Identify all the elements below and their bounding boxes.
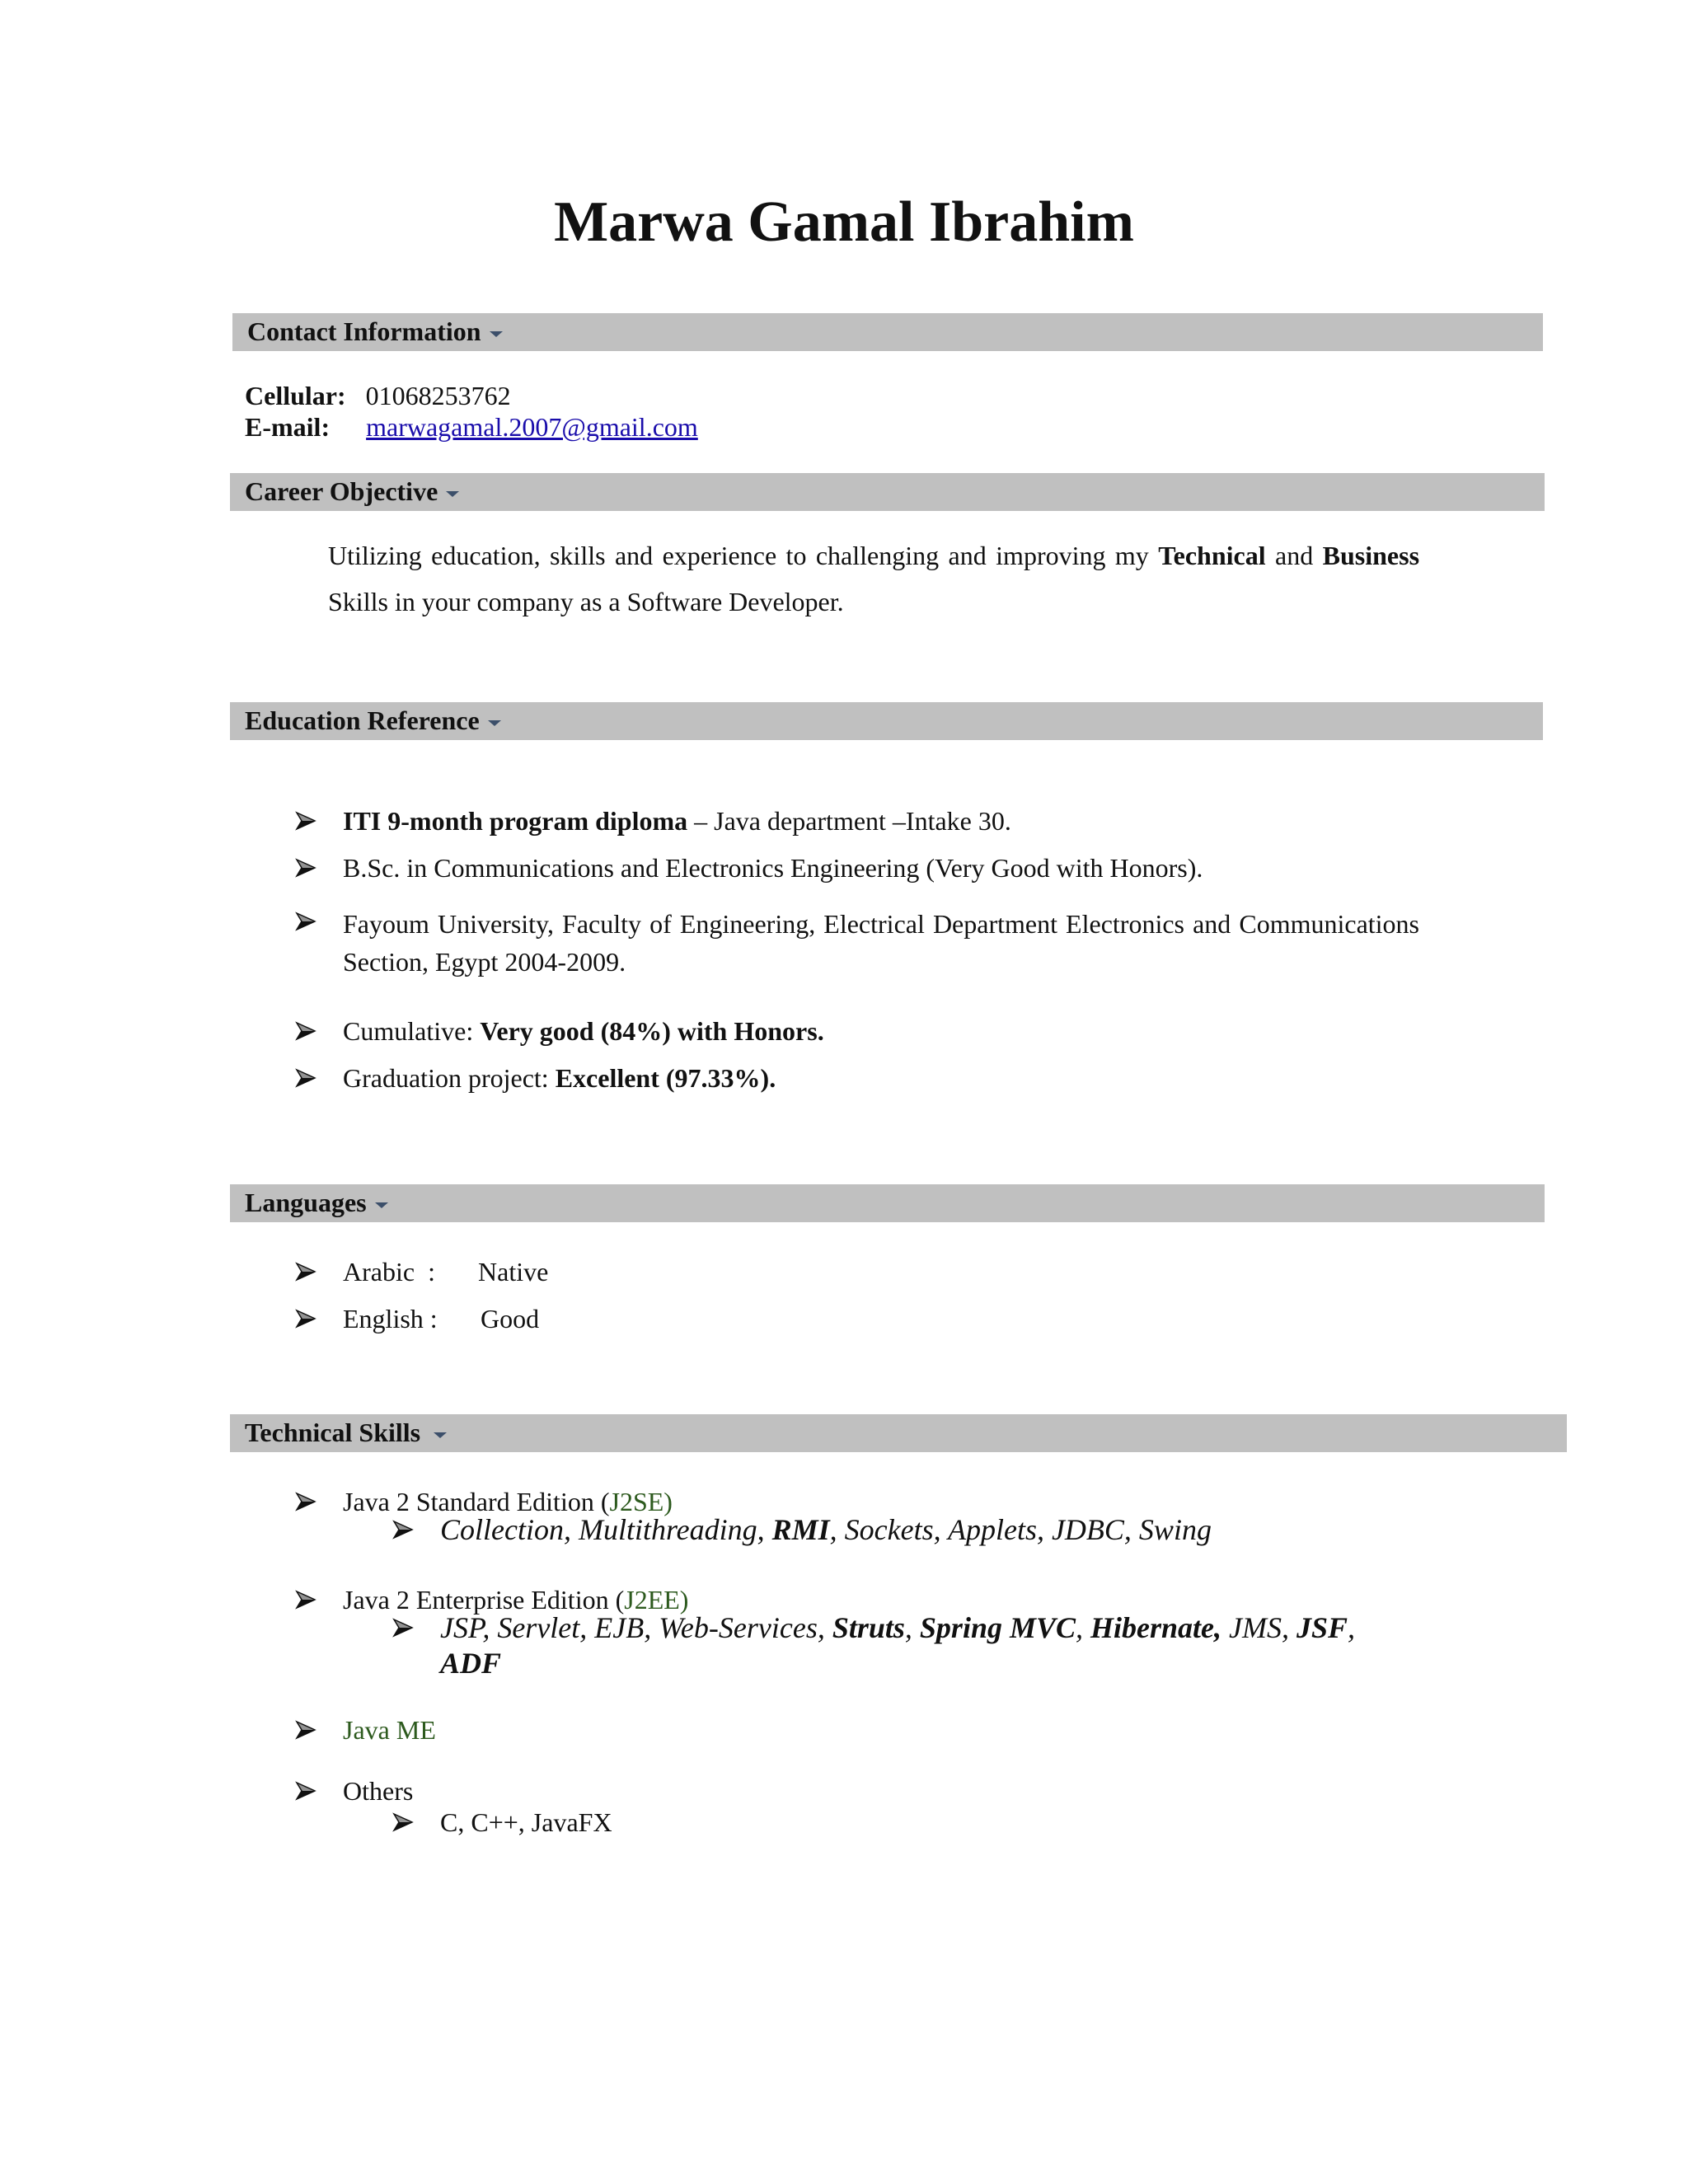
section-languages-title: Languages bbox=[245, 1186, 388, 1219]
arrow-bullet-icon bbox=[295, 1719, 316, 1741]
arrow-bullet-icon bbox=[295, 1308, 316, 1329]
caret-down-icon bbox=[434, 1432, 447, 1438]
section-career-title: Career Objective bbox=[245, 475, 459, 508]
resume-name: Marwa Gamal Ibrahim bbox=[554, 190, 1134, 254]
section-skills-header bbox=[230, 1414, 1567, 1452]
email-link[interactable]: marwagamal.2007@gmail.com bbox=[366, 412, 698, 442]
arrow-bullet-icon bbox=[392, 1811, 414, 1833]
education-item-iti: ITI 9-month program diploma – Java department –Intake 30. bbox=[343, 806, 1011, 836]
caret-down-icon bbox=[375, 1202, 388, 1208]
skill-others: Others bbox=[343, 1776, 414, 1806]
arrow-bullet-icon bbox=[295, 1261, 316, 1282]
skill-j2se: Java 2 Standard Edition (J2SE) bbox=[343, 1487, 673, 1516]
skill-others-details: C, C++, JavaFX bbox=[440, 1807, 612, 1837]
language-english-level: Good bbox=[481, 1304, 540, 1333]
education-item-university: Fayoum University, Faculty of Engineering, Electrical Department Electronics and Communications Section, Egypt 2004-2009. bbox=[343, 909, 1419, 977]
caret-down-icon bbox=[446, 491, 459, 497]
skill-javame: Java ME bbox=[343, 1715, 436, 1745]
section-skills-title: Technical Skills bbox=[245, 1416, 447, 1449]
section-contact-header bbox=[232, 313, 1543, 351]
language-english: English : bbox=[343, 1304, 438, 1333]
arrow-bullet-icon bbox=[295, 911, 316, 932]
section-languages-header bbox=[230, 1184, 1545, 1222]
skill-j2ee-details-adf: ADF bbox=[440, 1647, 502, 1680]
arrow-bullet-icon bbox=[295, 1020, 316, 1042]
skill-j2se-details: Collection, Multithreading, RMI, Sockets, Applets, JDBC, Swing bbox=[440, 1513, 1212, 1546]
education-item-graduation: Graduation project: Excellent (97.33%). bbox=[343, 1063, 776, 1093]
caret-down-icon bbox=[488, 720, 501, 726]
arrow-bullet-icon bbox=[295, 810, 316, 832]
career-objective-text: Utilizing education, skills and experience to challenging and improving my Technical and Business Skills in your company as a Software Developer. bbox=[328, 541, 1420, 616]
arrow-bullet-icon bbox=[295, 1491, 316, 1512]
arrow-bullet-icon bbox=[392, 1617, 414, 1638]
skill-j2ee: Java 2 Enterprise Edition (J2EE) bbox=[343, 1585, 689, 1615]
education-item-bsc: B.Sc. in Communications and Electronics Engineering (Very Good with Honors). bbox=[343, 853, 1203, 883]
section-contact-title: Contact Information bbox=[247, 315, 503, 348]
section-career-header bbox=[230, 473, 1545, 511]
section-education-header bbox=[230, 702, 1543, 740]
cellular-label: Cellular: bbox=[245, 381, 346, 410]
cellular-row bbox=[245, 379, 511, 412]
arrow-bullet-icon bbox=[392, 1519, 414, 1540]
language-arabic-level: Native bbox=[478, 1257, 549, 1286]
arrow-bullet-icon bbox=[295, 857, 316, 879]
skill-j2ee-details: JSP, Servlet, EJB, Web-Services, Struts, Spring MVC, Hibernate, JMS, JSF, bbox=[440, 1611, 1356, 1644]
cellular-value: 01068253762 bbox=[365, 381, 511, 410]
education-item-cumulative: Cumulative: Very good (84%) with Honors. bbox=[343, 1016, 824, 1046]
arrow-bullet-icon bbox=[295, 1589, 316, 1610]
email-label: E-mail: bbox=[245, 412, 331, 442]
caret-down-icon bbox=[490, 331, 503, 337]
section-education-title: Education Reference bbox=[245, 704, 501, 737]
email-row bbox=[245, 410, 698, 443]
language-arabic: Arabic : bbox=[343, 1257, 435, 1286]
arrow-bullet-icon bbox=[295, 1067, 316, 1089]
arrow-bullet-icon bbox=[295, 1780, 316, 1802]
